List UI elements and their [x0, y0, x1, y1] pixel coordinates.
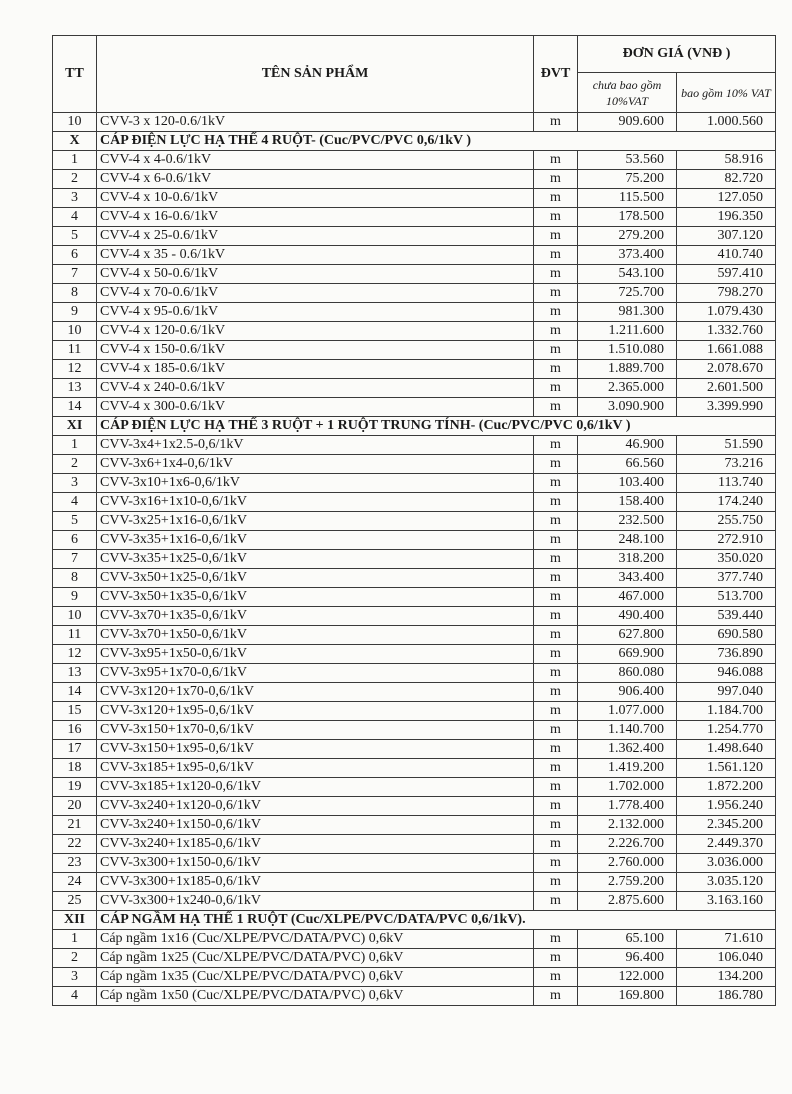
price-incl-vat: 113.740 [677, 474, 776, 493]
product-name: CVV-3x25+1x16-0,6/1kV [97, 512, 534, 531]
row-number: 22 [53, 835, 97, 854]
product-name: CVV-3x300+1x185-0,6/1kV [97, 873, 534, 892]
table-row [53, 892, 776, 911]
price-incl-vat: 2.345.200 [677, 816, 776, 835]
product-name: CVV-3x50+1x25-0,6/1kV [97, 569, 534, 588]
row-number: 4 [53, 493, 97, 512]
unit-cell: m [534, 284, 578, 303]
table-row [53, 170, 776, 189]
table-row [53, 284, 776, 303]
row-number: 11 [53, 341, 97, 360]
price-incl-vat: 272.910 [677, 531, 776, 550]
table-row [53, 113, 776, 132]
table-row [53, 531, 776, 550]
unit-cell: m [534, 854, 578, 873]
price-incl-vat: 106.040 [677, 949, 776, 968]
section-row [53, 132, 776, 151]
table-row [53, 740, 776, 759]
table-row [53, 151, 776, 170]
price-excl-vat: 981.300 [578, 303, 677, 322]
table-row [53, 854, 776, 873]
unit-cell: m [534, 360, 578, 379]
unit-cell: m [534, 759, 578, 778]
price-incl-vat: 71.610 [677, 930, 776, 949]
unit-cell: m [534, 170, 578, 189]
price-excl-vat: 318.200 [578, 550, 677, 569]
price-excl-vat: 1.889.700 [578, 360, 677, 379]
table-row [53, 759, 776, 778]
product-name: CVV-3x185+1x95-0,6/1kV [97, 759, 534, 778]
price-incl-vat: 1.184.700 [677, 702, 776, 721]
product-name: CVV-3x185+1x120-0,6/1kV [97, 778, 534, 797]
price-incl-vat: 1.254.770 [677, 721, 776, 740]
row-number: 10 [53, 322, 97, 341]
unit-cell: m [534, 778, 578, 797]
table-row [53, 683, 776, 702]
table-row [53, 379, 776, 398]
row-number: 6 [53, 531, 97, 550]
product-name: CVV-4 x 35 - 0.6/1kV [97, 246, 534, 265]
unit-cell: m [534, 930, 578, 949]
price-incl-vat: 513.700 [677, 588, 776, 607]
unit-cell: m [534, 702, 578, 721]
unit-cell: m [534, 550, 578, 569]
header-product-name: TÊN SẢN PHẨM [97, 36, 534, 113]
unit-cell: m [534, 607, 578, 626]
price-excl-vat: 1.362.400 [578, 740, 677, 759]
unit-cell: m [534, 626, 578, 645]
header-tt: TT [53, 36, 97, 113]
price-excl-vat: 860.080 [578, 664, 677, 683]
price-excl-vat: 2.875.600 [578, 892, 677, 911]
price-table [52, 35, 776, 1006]
price-incl-vat: 134.200 [677, 968, 776, 987]
price-excl-vat: 96.400 [578, 949, 677, 968]
unit-cell: m [534, 189, 578, 208]
price-excl-vat: 1.077.000 [578, 702, 677, 721]
product-name: Cáp ngầm 1x16 (Cuc/XLPE/PVC/DATA/PVC) 0,6kV [97, 930, 534, 949]
product-name: Cáp ngầm 1x35 (Cuc/XLPE/PVC/DATA/PVC) 0,6kV [97, 968, 534, 987]
product-name: CVV-3x4+1x2.5-0,6/1kV [97, 436, 534, 455]
row-number: 10 [53, 607, 97, 626]
price-excl-vat: 343.400 [578, 569, 677, 588]
price-excl-vat: 1.140.700 [578, 721, 677, 740]
table-row [53, 569, 776, 588]
product-name: CVV-4 x 150-0.6/1kV [97, 341, 534, 360]
row-number: 6 [53, 246, 97, 265]
row-number: 9 [53, 588, 97, 607]
price-excl-vat: 1.702.000 [578, 778, 677, 797]
price-incl-vat: 196.350 [677, 208, 776, 227]
price-incl-vat: 127.050 [677, 189, 776, 208]
unit-cell: m [534, 968, 578, 987]
row-number: 13 [53, 664, 97, 683]
row-number: 8 [53, 569, 97, 588]
price-incl-vat: 690.580 [677, 626, 776, 645]
unit-cell: m [534, 949, 578, 968]
product-name: CVV-4 x 4-0.6/1kV [97, 151, 534, 170]
product-name: CVV-3x35+1x25-0,6/1kV [97, 550, 534, 569]
price-excl-vat: 122.000 [578, 968, 677, 987]
price-incl-vat: 2.078.670 [677, 360, 776, 379]
price-incl-vat: 1.956.240 [677, 797, 776, 816]
price-incl-vat: 3.399.990 [677, 398, 776, 417]
unit-cell: m [534, 493, 578, 512]
row-number: 4 [53, 987, 97, 1006]
product-name: CVV-4 x 10-0.6/1kV [97, 189, 534, 208]
unit-cell: m [534, 265, 578, 284]
unit-cell: m [534, 474, 578, 493]
unit-cell: m [534, 892, 578, 911]
unit-cell: m [534, 246, 578, 265]
price-list-sheet [52, 35, 775, 1006]
unit-cell: m [534, 588, 578, 607]
unit-cell: m [534, 664, 578, 683]
price-excl-vat: 1.510.080 [578, 341, 677, 360]
price-excl-vat: 2.759.200 [578, 873, 677, 892]
table-row [53, 493, 776, 512]
table-row [53, 816, 776, 835]
section-number: XII [53, 911, 97, 930]
product-name: CVV-3x16+1x10-0,6/1kV [97, 493, 534, 512]
product-name: CVV-4 x 185-0.6/1kV [97, 360, 534, 379]
unit-cell: m [534, 797, 578, 816]
table-row [53, 607, 776, 626]
product-name: CVV-3x10+1x6-0,6/1kV [97, 474, 534, 493]
row-number: 10 [53, 113, 97, 132]
unit-cell: m [534, 227, 578, 246]
price-excl-vat: 66.560 [578, 455, 677, 474]
price-excl-vat: 909.600 [578, 113, 677, 132]
table-row [53, 721, 776, 740]
row-number: 12 [53, 360, 97, 379]
price-incl-vat: 597.410 [677, 265, 776, 284]
price-incl-vat: 410.740 [677, 246, 776, 265]
product-name: CVV-3x240+1x150-0,6/1kV [97, 816, 534, 835]
row-number: 7 [53, 265, 97, 284]
price-incl-vat: 1.661.088 [677, 341, 776, 360]
price-incl-vat: 1.498.640 [677, 740, 776, 759]
unit-cell: m [534, 341, 578, 360]
price-incl-vat: 997.040 [677, 683, 776, 702]
price-excl-vat: 103.400 [578, 474, 677, 493]
row-number: 18 [53, 759, 97, 778]
price-incl-vat: 2.449.370 [677, 835, 776, 854]
price-excl-vat: 2.132.000 [578, 816, 677, 835]
table-row [53, 949, 776, 968]
table-row [53, 265, 776, 284]
row-number: 4 [53, 208, 97, 227]
row-number: 15 [53, 702, 97, 721]
price-incl-vat: 798.270 [677, 284, 776, 303]
product-name: CVV-3x70+1x35-0,6/1kV [97, 607, 534, 626]
product-name: CVV-3x6+1x4-0,6/1kV [97, 455, 534, 474]
table-row [53, 512, 776, 531]
unit-cell: m [534, 569, 578, 588]
section-row [53, 911, 776, 930]
row-number: 14 [53, 683, 97, 702]
unit-cell: m [534, 987, 578, 1006]
price-excl-vat: 2.365.000 [578, 379, 677, 398]
row-number: 24 [53, 873, 97, 892]
row-number: 1 [53, 436, 97, 455]
table-row [53, 626, 776, 645]
price-excl-vat: 279.200 [578, 227, 677, 246]
price-excl-vat: 178.500 [578, 208, 677, 227]
header-price-incl-vat: bao gồm 10% VAT [677, 73, 776, 113]
row-number: 3 [53, 189, 97, 208]
product-name: CVV-3x35+1x16-0,6/1kV [97, 531, 534, 550]
table-row [53, 341, 776, 360]
unit-cell: m [534, 512, 578, 531]
price-excl-vat: 46.900 [578, 436, 677, 455]
table-row [53, 873, 776, 892]
section-number: X [53, 132, 97, 151]
row-number: 9 [53, 303, 97, 322]
row-number: 5 [53, 512, 97, 531]
row-number: 16 [53, 721, 97, 740]
row-number: 14 [53, 398, 97, 417]
price-excl-vat: 2.760.000 [578, 854, 677, 873]
row-number: 2 [53, 455, 97, 474]
price-incl-vat: 3.163.160 [677, 892, 776, 911]
product-name: CVV-4 x 50-0.6/1kV [97, 265, 534, 284]
price-excl-vat: 53.560 [578, 151, 677, 170]
table-header [53, 36, 776, 113]
row-number: 21 [53, 816, 97, 835]
unit-cell: m [534, 683, 578, 702]
table-row [53, 322, 776, 341]
table-row [53, 550, 776, 569]
table-row [53, 189, 776, 208]
price-excl-vat: 467.000 [578, 588, 677, 607]
price-incl-vat: 1.079.430 [677, 303, 776, 322]
price-excl-vat: 75.200 [578, 170, 677, 189]
price-excl-vat: 65.100 [578, 930, 677, 949]
price-incl-vat: 1.332.760 [677, 322, 776, 341]
price-incl-vat: 3.035.120 [677, 873, 776, 892]
table-row [53, 474, 776, 493]
row-number: 3 [53, 474, 97, 493]
price-excl-vat: 1.211.600 [578, 322, 677, 341]
table-row [53, 797, 776, 816]
table-row [53, 664, 776, 683]
price-incl-vat: 736.890 [677, 645, 776, 664]
price-excl-vat: 627.800 [578, 626, 677, 645]
row-number: 1 [53, 930, 97, 949]
price-excl-vat: 158.400 [578, 493, 677, 512]
price-excl-vat: 248.100 [578, 531, 677, 550]
product-name: CVV-3x240+1x120-0,6/1kV [97, 797, 534, 816]
section-row [53, 417, 776, 436]
price-excl-vat: 669.900 [578, 645, 677, 664]
unit-cell: m [534, 151, 578, 170]
table-row [53, 987, 776, 1006]
price-excl-vat: 725.700 [578, 284, 677, 303]
table-row [53, 930, 776, 949]
price-incl-vat: 1.561.120 [677, 759, 776, 778]
row-number: 13 [53, 379, 97, 398]
product-name: CVV-3x95+1x50-0,6/1kV [97, 645, 534, 664]
price-excl-vat: 906.400 [578, 683, 677, 702]
price-incl-vat: 82.720 [677, 170, 776, 189]
table-row [53, 835, 776, 854]
price-excl-vat: 543.100 [578, 265, 677, 284]
row-number: 5 [53, 227, 97, 246]
price-incl-vat: 58.916 [677, 151, 776, 170]
row-number: 12 [53, 645, 97, 664]
product-name: CVV-4 x 70-0.6/1kV [97, 284, 534, 303]
price-incl-vat: 946.088 [677, 664, 776, 683]
section-title: CÁP ĐIỆN LỰC HẠ THẾ 3 RUỘT + 1 RUỘT TRUNG TÍNH- (Cuc/PVC/PVC 0,6/1kV ) [97, 417, 776, 436]
product-name: CVV-4 x 16-0.6/1kV [97, 208, 534, 227]
price-incl-vat: 1.872.200 [677, 778, 776, 797]
table-body [53, 113, 776, 1006]
row-number: 8 [53, 284, 97, 303]
product-name: Cáp ngầm 1x25 (Cuc/XLPE/PVC/DATA/PVC) 0,6kV [97, 949, 534, 968]
product-name: CVV-3x50+1x35-0,6/1kV [97, 588, 534, 607]
price-incl-vat: 186.780 [677, 987, 776, 1006]
product-name: CVV-3x150+1x70-0,6/1kV [97, 721, 534, 740]
row-number: 23 [53, 854, 97, 873]
price-incl-vat: 539.440 [677, 607, 776, 626]
product-name: CVV-4 x 120-0.6/1kV [97, 322, 534, 341]
product-name: CVV-4 x 240-0.6/1kV [97, 379, 534, 398]
product-name: CVV-3x240+1x185-0,6/1kV [97, 835, 534, 854]
product-name: CVV-3x70+1x50-0,6/1kV [97, 626, 534, 645]
table-row [53, 398, 776, 417]
row-number: 7 [53, 550, 97, 569]
product-name: CVV-3x120+1x95-0,6/1kV [97, 702, 534, 721]
price-excl-vat: 1.778.400 [578, 797, 677, 816]
price-incl-vat: 174.240 [677, 493, 776, 512]
product-name: CVV-3 x 120-0.6/1kV [97, 113, 534, 132]
table-row [53, 208, 776, 227]
price-incl-vat: 3.036.000 [677, 854, 776, 873]
header-price-excl-vat: chưa bao gồm 10%VAT [578, 73, 677, 113]
price-incl-vat: 2.601.500 [677, 379, 776, 398]
price-incl-vat: 73.216 [677, 455, 776, 474]
unit-cell: m [534, 455, 578, 474]
unit-cell: m [534, 721, 578, 740]
price-incl-vat: 51.590 [677, 436, 776, 455]
row-number: 25 [53, 892, 97, 911]
section-title: CÁP ĐIỆN LỰC HẠ THẾ 4 RUỘT- (Cuc/PVC/PVC 0,6/1kV ) [97, 132, 776, 151]
price-incl-vat: 307.120 [677, 227, 776, 246]
unit-cell: m [534, 873, 578, 892]
table-row [53, 360, 776, 379]
header-price: ĐƠN GIÁ (VNĐ ) [578, 36, 776, 73]
unit-cell: m [534, 398, 578, 417]
product-name: CVV-3x95+1x70-0,6/1kV [97, 664, 534, 683]
price-excl-vat: 232.500 [578, 512, 677, 531]
row-number: 1 [53, 151, 97, 170]
table-row [53, 778, 776, 797]
price-incl-vat: 350.020 [677, 550, 776, 569]
unit-cell: m [534, 740, 578, 759]
header-unit: ĐVT [534, 36, 578, 113]
price-excl-vat: 3.090.900 [578, 398, 677, 417]
price-incl-vat: 1.000.560 [677, 113, 776, 132]
price-excl-vat: 1.419.200 [578, 759, 677, 778]
section-number: XI [53, 417, 97, 436]
price-incl-vat: 255.750 [677, 512, 776, 531]
product-name: CVV-4 x 300-0.6/1kV [97, 398, 534, 417]
product-name: CVV-4 x 95-0.6/1kV [97, 303, 534, 322]
row-number: 11 [53, 626, 97, 645]
table-row [53, 455, 776, 474]
table-row [53, 968, 776, 987]
unit-cell: m [534, 208, 578, 227]
row-number: 2 [53, 949, 97, 968]
product-name: CVV-3x300+1x150-0,6/1kV [97, 854, 534, 873]
row-number: 17 [53, 740, 97, 759]
row-number: 19 [53, 778, 97, 797]
row-number: 2 [53, 170, 97, 189]
unit-cell: m [534, 113, 578, 132]
unit-cell: m [534, 835, 578, 854]
table-row [53, 246, 776, 265]
product-name: CVV-3x120+1x70-0,6/1kV [97, 683, 534, 702]
unit-cell: m [534, 322, 578, 341]
price-excl-vat: 2.226.700 [578, 835, 677, 854]
price-incl-vat: 377.740 [677, 569, 776, 588]
section-title: CÁP NGẦM HẠ THẾ 1 RUỘT (Cuc/XLPE/PVC/DATA/PVC 0,6/1kV). [97, 911, 776, 930]
table-row [53, 227, 776, 246]
unit-cell: m [534, 379, 578, 398]
table-row [53, 436, 776, 455]
table-row [53, 303, 776, 322]
price-excl-vat: 373.400 [578, 246, 677, 265]
row-number: 20 [53, 797, 97, 816]
product-name: CVV-4 x 6-0.6/1kV [97, 170, 534, 189]
price-excl-vat: 169.800 [578, 987, 677, 1006]
unit-cell: m [534, 531, 578, 550]
row-number: 3 [53, 968, 97, 987]
unit-cell: m [534, 816, 578, 835]
table-row [53, 588, 776, 607]
product-name: CVV-3x300+1x240-0,6/1kV [97, 892, 534, 911]
price-excl-vat: 490.400 [578, 607, 677, 626]
unit-cell: m [534, 436, 578, 455]
product-name: CVV-4 x 25-0.6/1kV [97, 227, 534, 246]
product-name: Cáp ngầm 1x50 (Cuc/XLPE/PVC/DATA/PVC) 0,6kV [97, 987, 534, 1006]
price-excl-vat: 115.500 [578, 189, 677, 208]
unit-cell: m [534, 303, 578, 322]
table-row [53, 702, 776, 721]
table-row [53, 645, 776, 664]
unit-cell: m [534, 645, 578, 664]
product-name: CVV-3x150+1x95-0,6/1kV [97, 740, 534, 759]
